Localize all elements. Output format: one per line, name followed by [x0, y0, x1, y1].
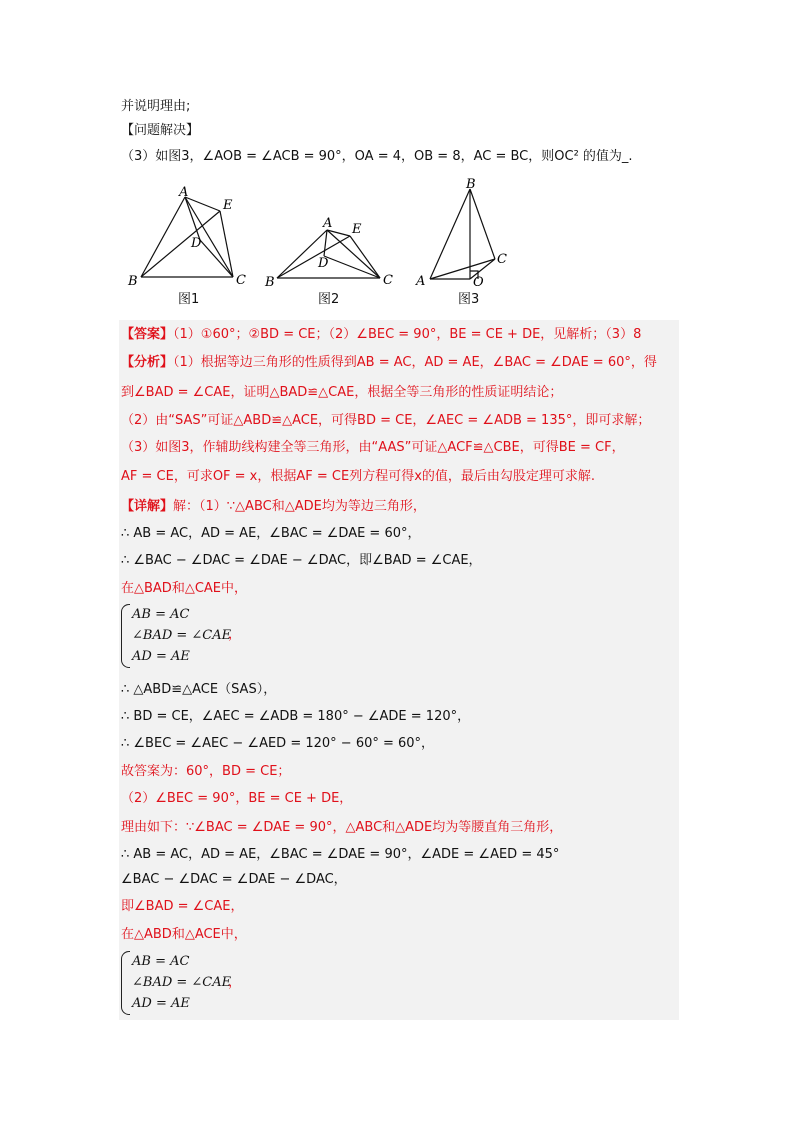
detail-line-7: 故答案为：60°，BD = CE； — [121, 764, 291, 779]
system-2-eq-2: ∠BAD = ∠CAE — [132, 975, 232, 990]
fig1-label-A: A — [179, 185, 189, 200]
fig3-label-O: O — [473, 275, 484, 287]
detail-line-9: 理由如下：∵∠BAC = ∠DAE = 90°，△ABC和△ADE均为等腰直角三角形， — [121, 820, 563, 835]
system-2-eq-3: AD = AE — [132, 996, 190, 1011]
detail-line-8: （2）∠BEC = 90°，BE = CE + DE， — [121, 791, 353, 806]
brace-2 — [121, 951, 130, 1015]
detail-tag: 【详解】 — [121, 499, 174, 514]
figure-2 — [262, 210, 397, 294]
fig2-label-E: E — [352, 222, 362, 237]
fig2-label-C: C — [383, 273, 393, 288]
detail-line-13: 在△ABD和△ACE中， — [121, 927, 247, 942]
brace-1 — [121, 604, 130, 668]
detail-line-4: ∴ △ABD≌△ACE（SAS）， — [121, 682, 277, 697]
system-1-eq-1: AB = AC — [132, 607, 190, 622]
fig1-label-E: E — [223, 198, 233, 213]
detail-line-1: ∴ AB = AC，AD = AE，∠BAC = ∠DAE = 60°， — [121, 526, 421, 541]
fig3-label-B: B — [466, 177, 476, 192]
answer-line — [121, 325, 641, 345]
detail-line-0 — [121, 497, 426, 517]
system-1-eq-3: AD = AE — [132, 649, 190, 664]
answer-tag: 【答案】 — [121, 327, 174, 342]
question-3: （3）如图3，∠AOB = ∠ACB = 90°，OA = 4，OB = 8，AC = BC，则OC² 的值为_. — [121, 149, 633, 164]
analysis-line-4: （3）如图3，作辅助线构建全等三角形，由“AAS”可证△ACF≌△CBE，可得BE = CF， — [121, 440, 625, 455]
system-1 — [132, 604, 231, 667]
system-1-eq-2: ∠BAD = ∠CAE — [132, 628, 232, 643]
detail-line-6: ∴ ∠BEC = ∠AEC − ∠AED = 120° − 60° = 60°， — [121, 736, 435, 751]
analysis-text-1: （1）根据等边三角形的性质得到AB = AC，AD = AE，∠BAC = ∠DAE = 60°，得 — [173, 355, 657, 370]
detail-line-5: ∴ BD = CE，∠AEC = ∠ADB = 180° − ∠ADE = 120°， — [121, 709, 471, 724]
detail-line-11: ∠BAC − ∠DAC = ∠DAE − ∠DAC， — [121, 872, 347, 887]
fig1-label-B: B — [128, 274, 138, 289]
system-2-eq-1: AB = AC — [132, 954, 190, 969]
fig1-label-D: D — [191, 236, 202, 251]
intro-line: 并说明理由; — [121, 99, 191, 114]
figure-1 — [125, 185, 255, 294]
system-2-tail: ， — [228, 975, 242, 990]
system-2 — [132, 951, 231, 1014]
fig3-label-C: C — [497, 252, 507, 267]
figure-1-caption: 图1 — [178, 292, 200, 307]
detail-line-3: 在△BAD和△CAE中， — [121, 581, 248, 596]
figure-2-caption: 图2 — [318, 292, 340, 307]
fig2-label-A: A — [323, 216, 333, 231]
fig2-label-B: B — [265, 275, 275, 290]
figure-3 — [410, 175, 520, 291]
answer-text: （1）①60°；②BD = CE；（2）∠BEC = 90°，BE = CE + DE，见解析；（3）8 — [173, 327, 642, 342]
analysis-line-2: 到∠BAD = ∠CAE，证明△BAD≌△CAE，根据全等三角形的性质证明结论； — [121, 385, 563, 400]
detail-line-12: 即∠BAD = ∠CAE， — [121, 899, 244, 914]
analysis-tag: 【分析】 — [121, 355, 174, 370]
system-1-tail: ， — [228, 627, 242, 642]
fig1-label-C: C — [236, 273, 246, 288]
analysis-line-3: （2）由“SAS”可证△ABD≌△ACE，可得BD = CE，∠AEC = ∠ADB = 135°，即可求解； — [121, 413, 651, 428]
detail-line-2: ∴ ∠BAC − ∠DAC = ∠DAE − ∠DAC，即∠BAD = ∠CAE， — [121, 553, 482, 568]
fig2-label-D: D — [318, 256, 329, 271]
section-heading: 【问题解决】 — [121, 123, 200, 138]
analysis-line-1 — [121, 353, 657, 373]
analysis-line-5: AF = CE，可求OF = x，根据AF = CE列方程可得x的值，最后由勾股定理可求解. — [121, 469, 596, 484]
detail-first: 解：（1）∵△ABC和△ADE均为等边三角形， — [173, 499, 426, 514]
detail-line-10: ∴ AB = AC，AD = AE，∠BAC = ∠DAE = 90°，∠ADE = ∠AED = 45° — [121, 847, 560, 862]
fig3-label-A: A — [416, 274, 426, 287]
figure-3-caption: 图3 — [458, 292, 480, 307]
